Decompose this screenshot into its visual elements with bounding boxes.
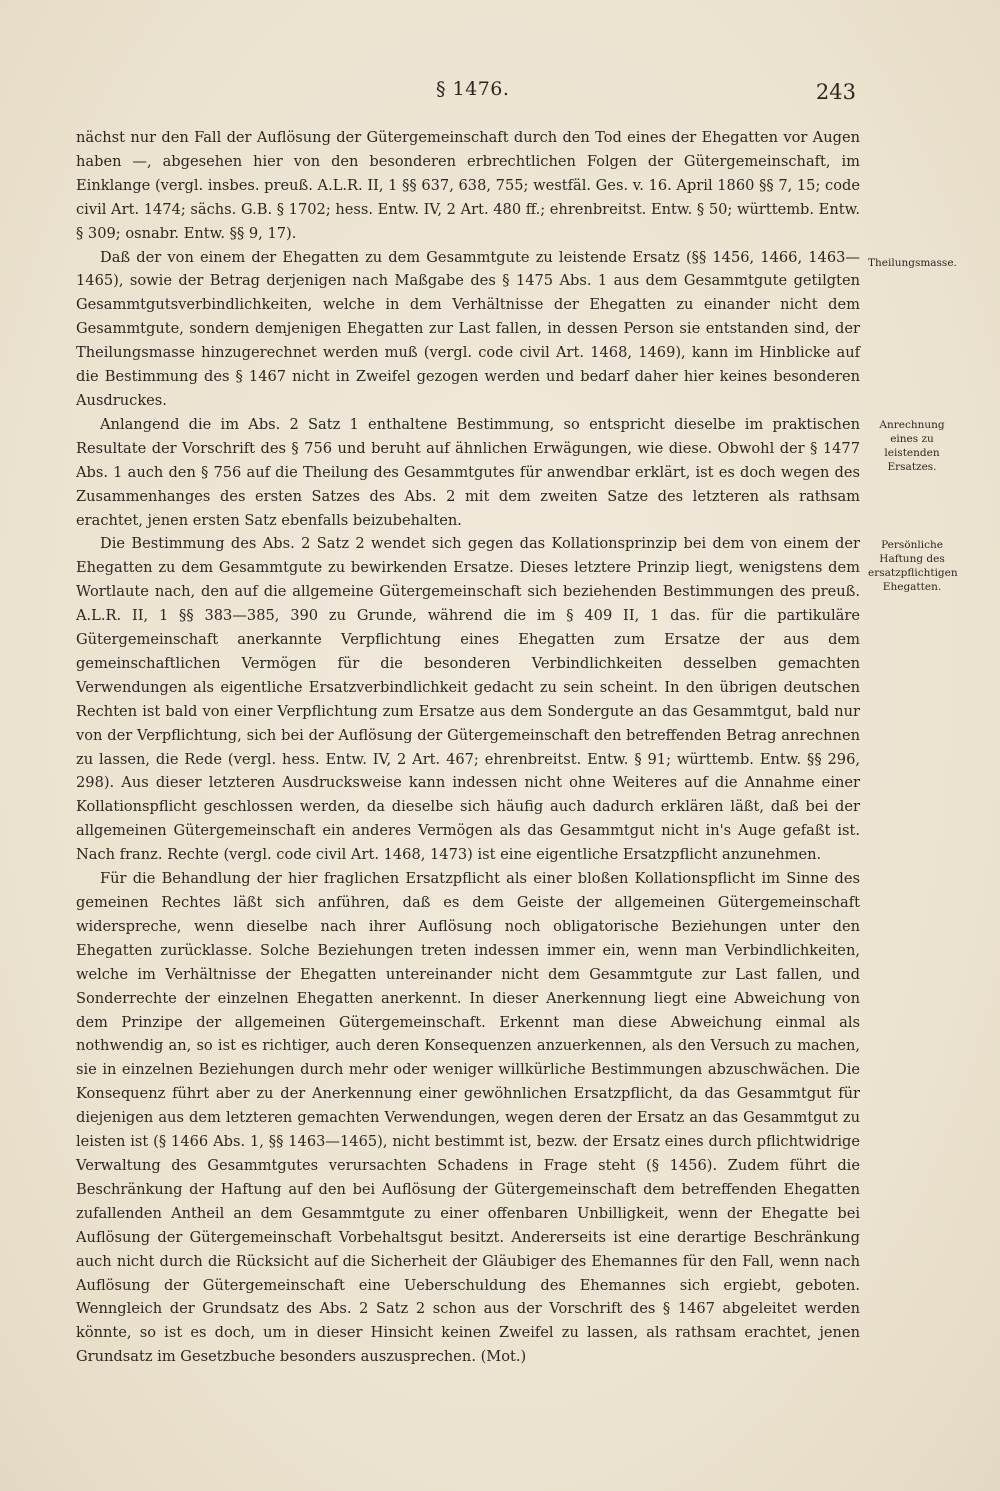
margin-note: Theilungsmasse.	[868, 257, 957, 269]
paragraph: Die Bestimmung des Abs. 2 Satz 2 wendet sich gegen das Kollationsprinzip bei dem von einem der Ehegatten zu dem Gesammtgute zu bewirkenden Ersatze. Dieses letztere Prinzip liegt, wenigstens dem Wortlaute nach, den auf die allgemeine Gütergemeinschaft sich beziehenden Bestimmungen des preuß. A.L.R. II, 1 §§ 383—385, 390 zu Grunde, während die im § 409 II, 1 das. für die partikuläre Gütergemeinschaft anerkannte Verpflichtung eines Ehegatten zum Ersatze der aus dem gemeinschaftlichen Vermögen für die besonderen Verbindlichkeiten desselben gemachten Verwendungen als eigentliche Ersatzverbindlichkeit gedacht zu sein scheint. In den übrigen deutschen Rechten ist bald von einer Verpflichtung zum Ersatze aus dem Sondergute an das Gesammtgut, bald nur von der Verpflichtung, sich bei der Auflösung der Gütergemeinschaft den betreffenden Betrag anrechnen zu lassen, die Rede (vergl. hess. Entw. IV, 2 Art. 467; ehrenbreitst. Entw. § 91; württemb. Entw. §§ 296, 298). Aus dieser letzteren Ausdrucksweise kann indessen nicht ohne Weiteres auf die Annahme einer Kollationspflicht geschlossen werden, da dieselbe sich häufig auch dadurch erklären läßt, daß bei der allgemeinen Gütergemeinschaft ein anderes Vermögen als das Gesammtgut nicht in's Auge gefaßt ist. Nach franz. Rechte (vergl. code civil Art. 1468, 1473) ist eine eigentliche Ersatzpflicht anzunehmen.	[76, 535, 860, 864]
page-number: 243	[815, 80, 856, 104]
body-text	[76, 126, 860, 1369]
margin-note: Persönliche Haftung des ersatzpflichtigen Ehegatten.	[868, 539, 958, 593]
margin-note: Anrechnung eines zu leistenden Ersatzes.	[879, 419, 945, 473]
paragraph: Anlangend die im Abs. 2 Satz 1 enthaltene Bestimmung, so entspricht dieselbe im praktischen Resultate der Vorschrift des § 756 und beruht auf ähnlichen Erwägungen, wie diese. Obwohl der § 1477 Abs. 1 auch den § 756 auf die Theilung des Gesammtgutes für anwendbar erklärt, ist es doch wegen des Zusammenhanges des ersten Satzes des Abs. 2 mit dem zweiten Satze des letzteren als rathsam erachtet, jenen ersten Satz ebenfalls beizubehalten.	[76, 415, 860, 529]
section-mark: § 1476.	[436, 78, 510, 100]
paragraph: Daß der von einem der Ehegatten zu dem Gesammtgute zu leistende Ersatz (§§ 1456, 1466, 1463—1465), sowie der Betrag derjenigen nach Maßgabe des § 1475 Abs. 1 aus dem Gesammtgute getilgten Gesammtgutsverbindlichkeiten, welche in dem Verhältnisse der Ehegatten zu einander nicht dem Gesammtgute, sondern demjenigen Ehegatten zur Last fallen, in dessen Person sie entstanden sind, der Theilungsmasse hinzugerechnet werden muß (vergl. code civil Art. 1468, 1469), kann im Hinblicke auf die Bestimmung des § 1467 nicht in Zweifel gezogen werden und bedarf daher hier keines besonderen Ausdruckes.	[76, 248, 860, 409]
paragraph: Für die Behandlung der hier fraglichen Ersatzpflicht als einer bloßen Kollationspflicht im Sinne des gemeinen Rechtes läßt sich anführen, daß es dem Geiste der allgemeinen Gütergemeinschaft widerspreche, wenn dieselbe nach ihrer Auflösung noch obligatorische Beziehungen unter den Ehegatten zurücklasse. Solche Beziehungen treten indessen immer ein, wenn man Verbindlichkeiten, welche im Verhältnisse der Ehegatten untereinander nicht dem Gesammtgute zur Last fallen, und Sonderrechte der einzelnen Ehegatten anerkennt. In dieser Anerkennung liegt eine Abweichung von dem Prinzipe der allgemeinen Gütergemeinschaft. Erkennt man diese Abweichung einmal als nothwendig an, so ist es richtiger, auch deren Konsequenzen anzuerkennen, als den Versuch zu machen, sie in einzelnen Beziehungen durch mehr oder weniger willkürliche Bestimmungen abzuschwächen. Die Konsequenz führt aber zu der Anerkennung einer gewöhnlichen Ersatzpflicht, da das Gesammtgut für diejenigen aus dem letzteren gemachten Verwendungen, wegen deren der Ersatz an das Gesammtgut zu leisten ist (§ 1466 Abs. 1, §§ 1463—1465), nicht bestimmt ist, bezw. der Ersatz eines durch pflichtwidrige Verwaltung des Gesammtgutes verursachten Schadens in Frage steht (§ 1456). Zudem führt die Beschränkung der Haftung auf den bei Auflösung der Gütergemeinschaft dem betreffenden Ehegatten zufallenden Antheil an dem Gesammtgute zu einer offenbaren Unbilligkeit, wenn der Ehegatte bei Auflösung der Gütergemeinschaft Vorbehaltsgut besitzt. Andererseits ist eine derartige Beschränkung auch nicht durch die Rücksicht auf die Sicherheit der Gläubiger des Ehemannes für den Fall, wenn nach Auflösung der Gütergemeinschaft eine Ueberschuldung des Ehemannes sich ergiebt, geboten. Wenngleich der Grundsatz des Abs. 2 Satz 2 schon aus der Vorschrift des § 1467 abgeleitet werden könnte, so ist es doch, um in dieser Hinsicht keinen Zweifel zu lassen, als rathsam erachtet, jenen Grundsatz im Gesetzbuche besonders auszusprechen. (Mot.)	[76, 870, 860, 1366]
paragraph: nächst nur den Fall der Auflösung der Gütergemeinschaft durch den Tod eines der Ehegatten vor Augen haben —, abgesehen hier von den besonderen erbrechtlichen Folgen der Gütergemeinschaft, im Einklange (vergl. insbes. preuß. A.L.R. II, 1 §§ 637, 638, 755; westfäl. Ges. v. 16. April 1860 §§ 7, 15; code civil Art. 1474; sächs. G.B. § 1702; hess. Entw. IV, 2 Art. 480 ff.; ehrenbreitst. Entw. § 50; württemb. Entw. § 309; osnabr. Entw. §§ 9, 17).	[76, 129, 860, 242]
page-header	[76, 72, 856, 108]
